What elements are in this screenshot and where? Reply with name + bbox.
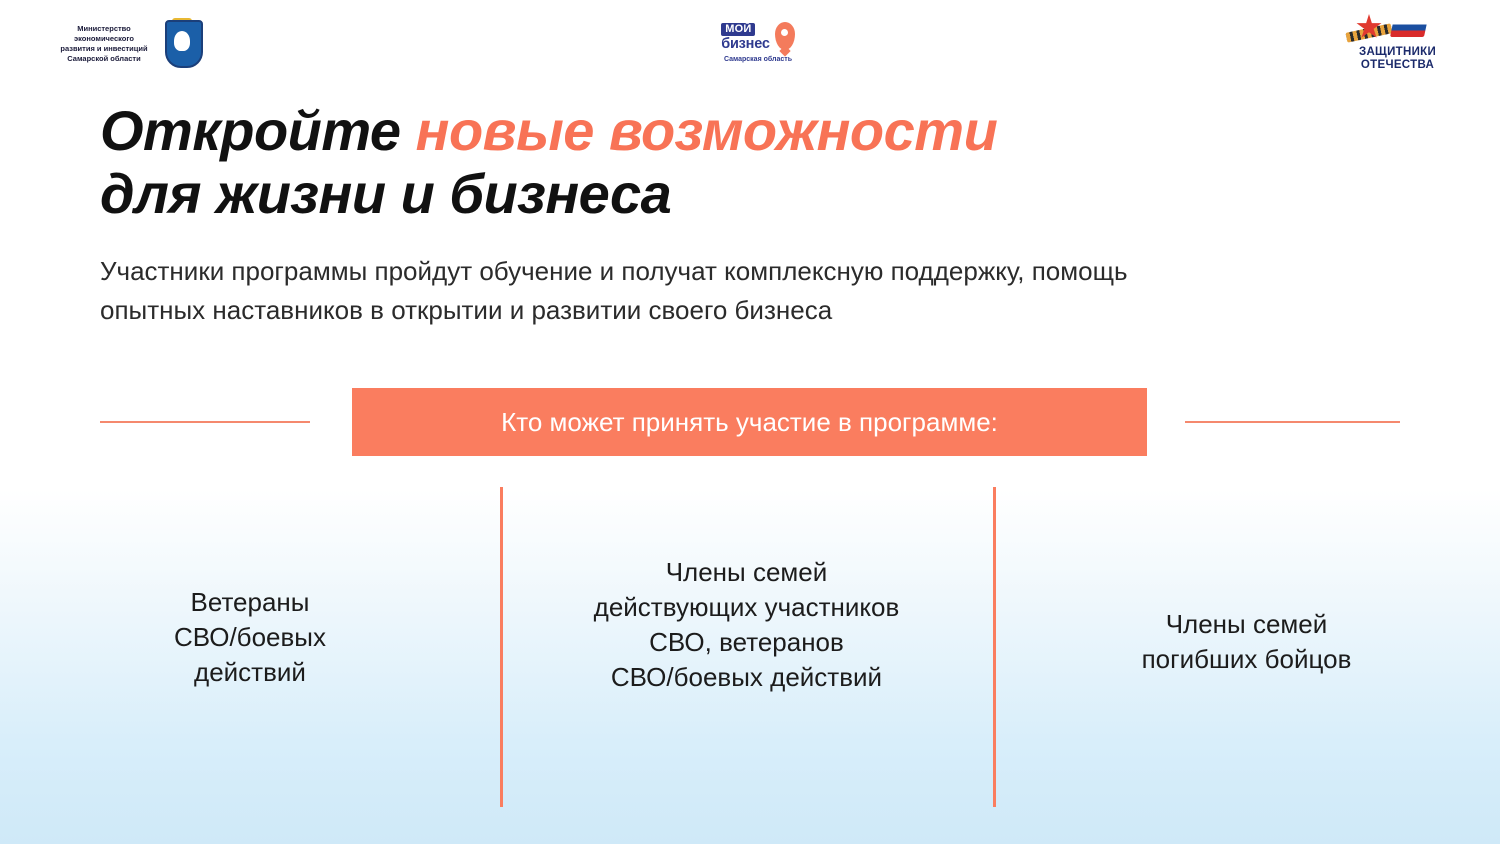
goat-icon — [174, 31, 190, 51]
defenders-line-1: ЗАЩИТНИКИ — [1358, 46, 1437, 58]
defenders-emblem-icon — [1340, 14, 1455, 44]
page-title — [100, 100, 1280, 225]
defenders-of-fatherland-logo — [1340, 14, 1455, 72]
defenders-logo-text — [1340, 46, 1455, 72]
russian-flag-icon — [1390, 18, 1428, 37]
ministry-line-3: развития и инвестиций — [60, 44, 148, 53]
participants-banner-label: Кто может принять участие в программе: — [501, 406, 998, 437]
banner-rule-left — [100, 421, 310, 423]
title-part-1: Откройте — [100, 99, 416, 162]
category-2-line-4: СВО/боевых действий — [610, 662, 883, 693]
category-3-line-2: погибших бойцов — [1141, 644, 1352, 675]
category-3-line-1: Члены семей — [1165, 609, 1328, 639]
category-1-line-2: СВО/боевых — [173, 622, 326, 653]
my-business-logo-row — [703, 20, 813, 52]
lead-paragraph: Участники программы пройдут обучение и получат комплексную поддержку, помощь опытных наставников в открытии и развитии своего бизнеса — [100, 256, 1128, 325]
category-2-line-2: действующих участников — [593, 592, 900, 623]
ministry-line-2: экономического — [74, 33, 134, 43]
participants-banner — [352, 388, 1147, 456]
ministry-logo-text — [55, 24, 153, 65]
ministry-line-1: Министерство — [77, 23, 131, 33]
category-1-line-1: Ветераны — [190, 587, 310, 617]
my-business-word-top: МОЙ — [721, 23, 755, 36]
participant-category-1 — [0, 555, 500, 695]
my-business-word-bottom: бизнес — [721, 36, 770, 52]
my-business-subtitle: Самарская область — [724, 55, 792, 63]
title-part-2: для жизни и бизнеса — [100, 161, 672, 225]
category-2-line-3: СВО, ветеранов — [649, 627, 844, 658]
ministry-logo — [55, 18, 203, 70]
participants-columns — [0, 555, 1500, 695]
defenders-line-2: ОТЕЧЕСТВА — [1360, 59, 1435, 72]
participant-category-2 — [500, 555, 993, 695]
my-business-logo — [703, 20, 813, 63]
ministry-line-4: Самарской области — [67, 54, 141, 64]
category-1-line-3: действий — [194, 657, 306, 688]
coat-of-arms-icon — [161, 18, 203, 70]
my-business-wordmark — [721, 20, 770, 52]
category-2-line-1: Члены семей — [665, 557, 828, 587]
title-highlight: новые возможности — [415, 99, 998, 162]
banner-rule-right — [1185, 421, 1400, 423]
participant-category-3 — [993, 555, 1500, 695]
map-pin-icon — [775, 22, 795, 50]
